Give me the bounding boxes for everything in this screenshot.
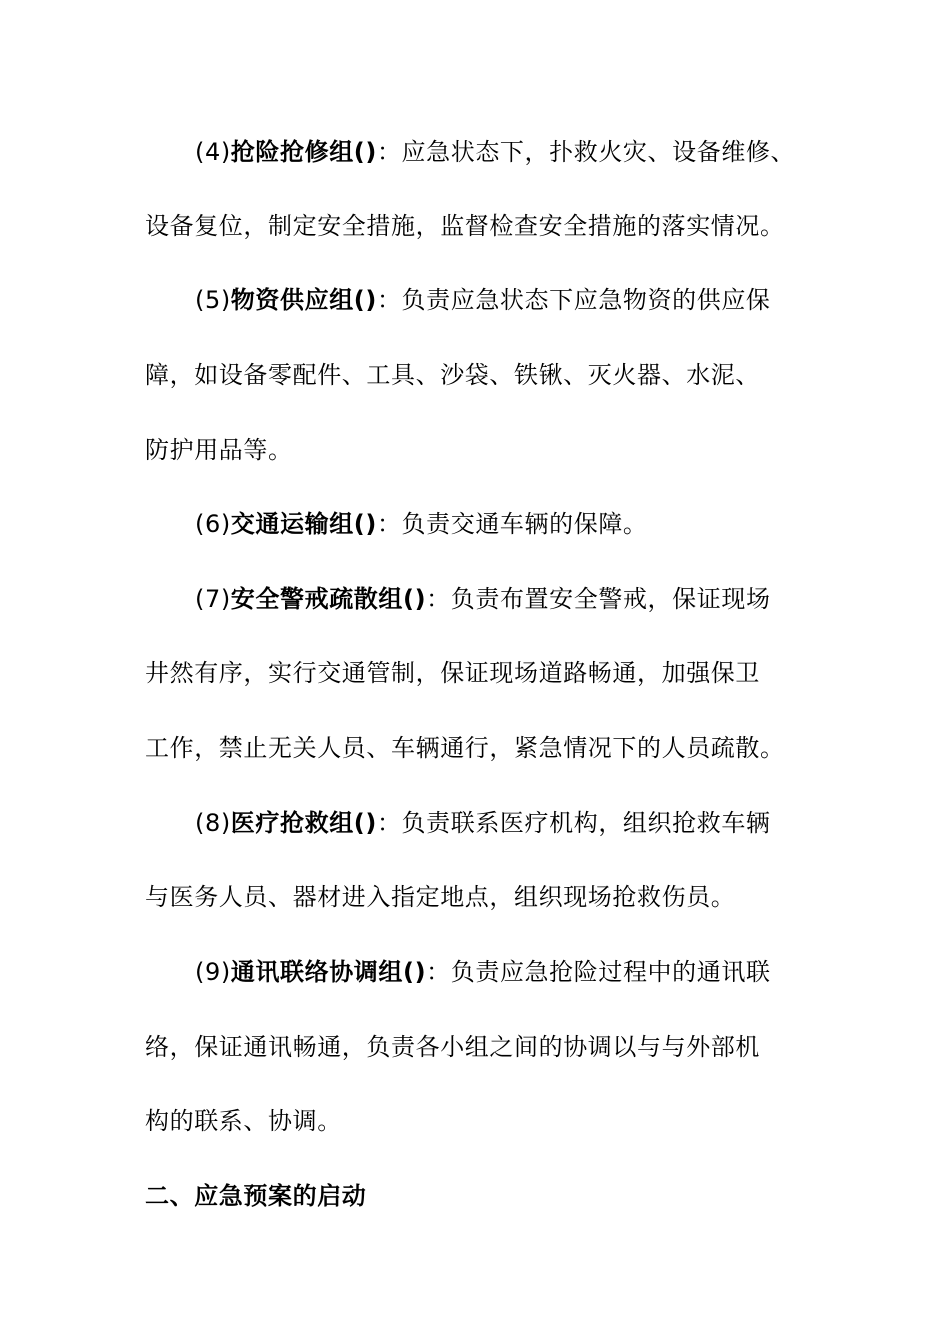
item-6-number: (6) — [195, 510, 231, 538]
item-7-title: 安全警戒疏散组() — [230, 585, 427, 613]
item-4-title: 抢险抢修组() — [230, 138, 377, 166]
item-8-first-line — [195, 803, 771, 843]
item-5-title: 物资供应组() — [230, 286, 377, 314]
item-8-continuation-1: 与医务人员、器材进入指定地点，组织现场抢救伤员。 — [145, 883, 736, 911]
item-5-text: ：负责应急状态下应急物资的供应保 — [376, 286, 771, 314]
item-9-number: (9) — [195, 958, 231, 986]
item-8-text: ：负责联系医疗机构，组织抢救车辆 — [376, 809, 771, 837]
item-9-title: 通讯联络协调组() — [230, 958, 427, 986]
item-7-first-line — [195, 579, 771, 619]
item-9-text: ：负责应急抢险过程中的通讯联 — [426, 958, 771, 986]
item-5-continuation-1: 障，如设备零配件、工具、沙袋、铁锹、灭火器、水泥、 — [145, 361, 760, 389]
item-4-text: ：应急状态下，扑救火灾、设备维修、 — [376, 138, 796, 166]
item-7-number: (7) — [195, 585, 231, 613]
item-5-first-line — [195, 280, 771, 320]
item-8-number: (8) — [195, 809, 231, 837]
item-9-continuation-1: 络，保证通讯畅通，负责各小组之间的协调以与与外部机 — [145, 1033, 760, 1061]
item-5-number: (5) — [195, 286, 231, 314]
item-9-continuation-2: 构的联系、协调。 — [145, 1107, 342, 1135]
item-7-continuation-2: 工作，禁止无关人员、车辆通行，紧急情况下的人员疏散。 — [145, 734, 785, 762]
item-9-first-line — [195, 952, 771, 992]
item-4-continuation-1: 设备复位，制定安全措施，监督检查安全措施的落实情况。 — [145, 212, 785, 240]
item-6-text: ：负责交通车辆的保障。 — [376, 510, 648, 538]
item-6-first-line — [195, 504, 648, 544]
item-8-title: 医疗抢救组() — [230, 809, 377, 837]
item-7-text: ：负责布置安全警戒，保证现场 — [426, 585, 771, 613]
section-heading: 二、应急预案的启动 — [145, 1182, 367, 1210]
item-5-continuation-2: 防护用品等。 — [145, 436, 293, 464]
item-6-title: 交通运输组() — [230, 510, 377, 538]
item-4-first-line — [195, 132, 795, 172]
item-7-continuation-1: 井然有序，实行交通管制，保证现场道路畅通，加强保卫 — [145, 659, 760, 687]
item-4-number: (4) — [195, 138, 231, 166]
